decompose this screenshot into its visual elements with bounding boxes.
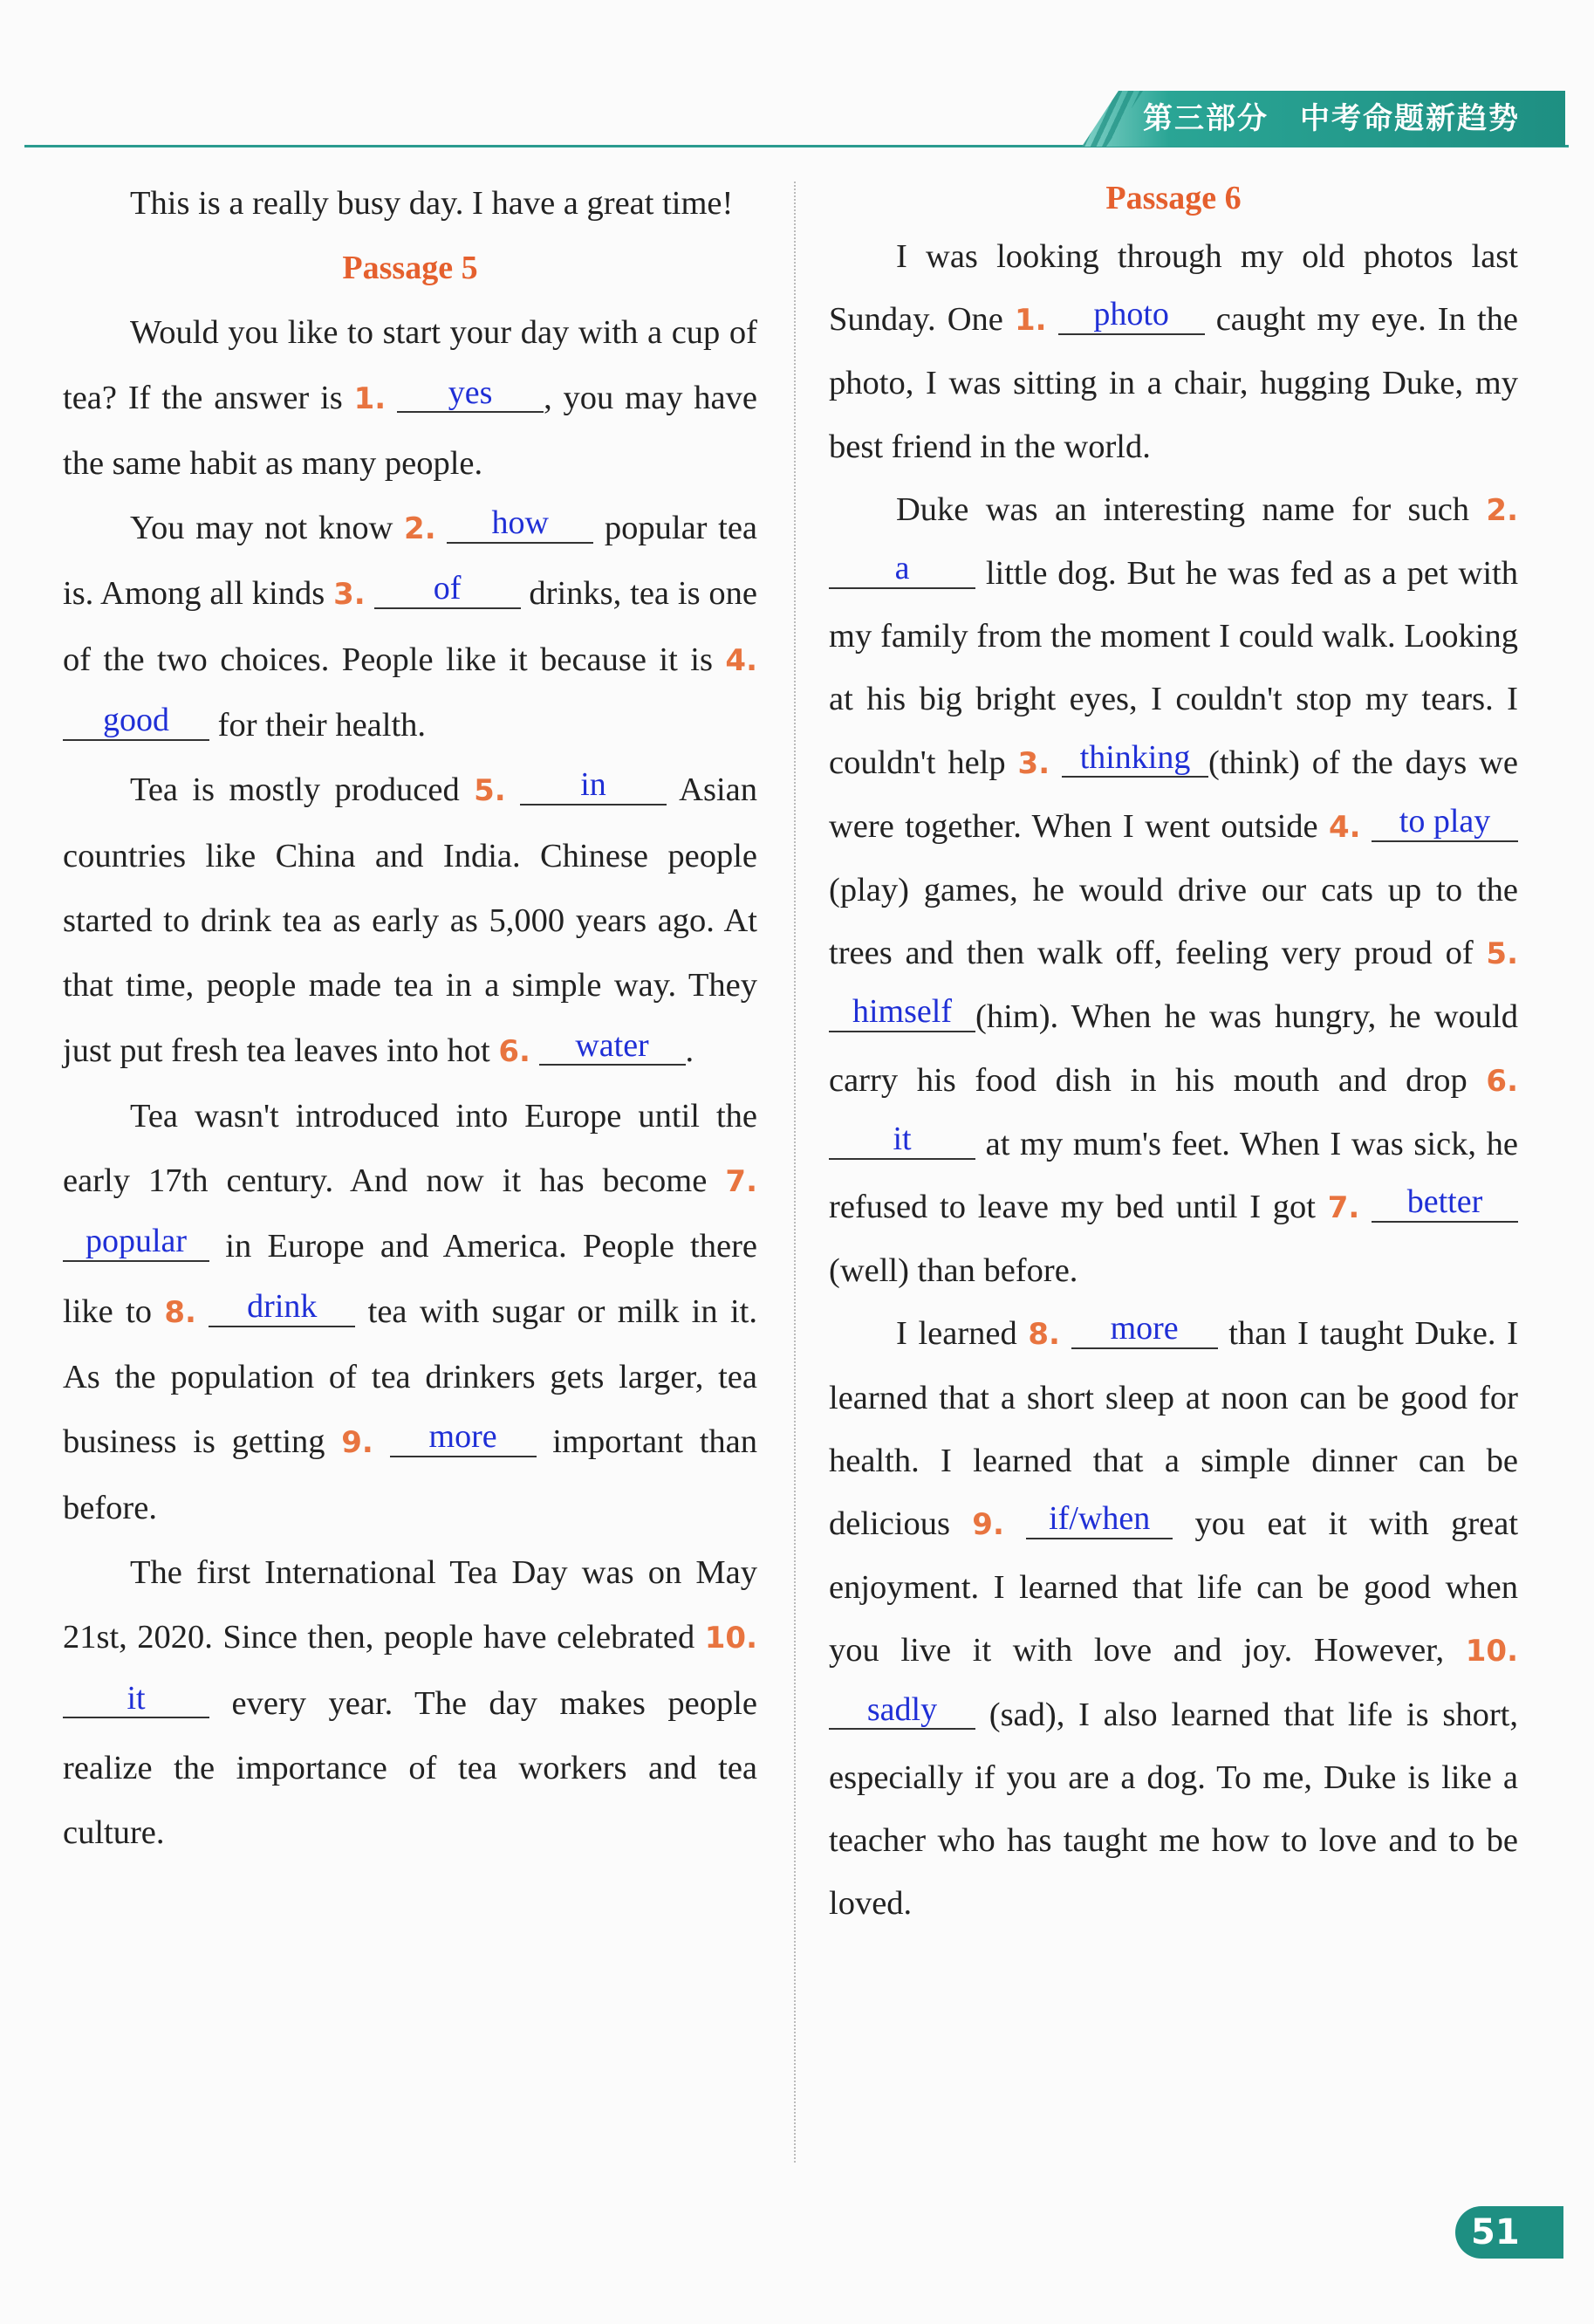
intro-text: This is a really busy day. I have a great time! <box>130 185 734 222</box>
blank-number: 7. <box>1327 1190 1360 1226</box>
blank-number: 2. <box>404 511 436 547</box>
text: you eat it with great enjoyment. I learned that life can be good when you live it with love and joy. However, <box>829 1505 1519 1669</box>
blank-number: 6. <box>498 1033 530 1069</box>
blank-number: 8. <box>1028 1317 1060 1353</box>
text: Asian countries like China and India. Chinese people started to drink tea as early as 5,000 years ago. At that time, people made tea in a simple way. They just put fresh tea leaves into hot <box>63 771 757 1069</box>
answer-blank-3: thinking <box>1062 740 1208 778</box>
text: I learned <box>896 1315 1029 1353</box>
text: than I taught Duke. I learned that a short sleep at noon can be good for health. I learned that a simple dinner can be delicious <box>829 1315 1518 1543</box>
answer-blank-8: more <box>1071 1311 1218 1349</box>
passage5-paragraph-1 <box>63 300 757 496</box>
section-header-title: 第三部分 中考命题新趋势 <box>1143 101 1520 136</box>
answer-blank-4: good <box>63 703 209 741</box>
text: (sad), I also learned that life is short, especially if you are a dog. To me, Duke is like a teacher who has taught me how to love and to be loved. <box>829 1696 1518 1923</box>
text: every year. The day makes people realize the importance of tea workers and tea culture. <box>63 1684 757 1852</box>
text: (well) than before. <box>829 1252 1078 1290</box>
text: You may not know <box>130 510 405 547</box>
text: (him). When he was hungry, he would carry his food dish in his mouth and drop <box>829 998 1518 1099</box>
answer-blank-1: photo <box>1058 297 1205 335</box>
answer-blank-6: water <box>539 1028 686 1066</box>
blank-number: 10. <box>1465 1634 1518 1669</box>
passage6-paragraph-1 <box>829 225 1518 478</box>
text: (play) games, he would drive our cats up to the trees and then walk off, feeling very proud of <box>829 872 1518 972</box>
text: drinks, tea is one of the two choices. People like it because it is <box>63 575 758 678</box>
text: caught my eye. In the photo, I was sitting in a chair, hugging Duke, my best friend in the world. <box>829 301 1518 465</box>
text: important than before. <box>63 1423 758 1526</box>
answer-blank-7: popular <box>63 1224 209 1262</box>
answer-blank-6: it <box>829 1121 975 1160</box>
text: Tea is mostly produced <box>130 771 475 809</box>
passage5-paragraph-4 <box>63 1084 757 1540</box>
text: , you may have the same habit as many people. <box>63 379 757 482</box>
text: Would you like to start your day with a cup of tea? If the answer is <box>63 314 757 416</box>
text: tea with sugar or milk in it. As the population of tea drinkers gets larger, tea business is getting <box>63 1292 757 1461</box>
blank-number: 8. <box>164 1294 196 1330</box>
answer-blank-10: sadly <box>829 1692 975 1731</box>
blank-number: 5. <box>1486 936 1518 972</box>
answer-blank-8: drink <box>209 1289 355 1327</box>
text: (think) of the days we were together. When I went outside <box>829 744 1519 845</box>
left-column <box>63 171 757 1865</box>
blank-number: 4. <box>1329 809 1361 845</box>
text: Tea wasn't introduced into Europe until the early 17th century. And now it has become <box>63 1097 757 1200</box>
column-divider <box>794 182 796 2163</box>
passage5-title: Passage 5 <box>342 250 478 287</box>
passage5-paragraph-5 <box>63 1540 757 1865</box>
blank-number: 5. <box>474 773 506 809</box>
answer-blank-5: in <box>520 767 667 806</box>
answer-blank-7: better <box>1372 1184 1518 1223</box>
blank-number: 3. <box>333 577 366 613</box>
blank-number: 9. <box>972 1507 1004 1543</box>
blank-number: 4. <box>725 642 757 678</box>
right-column <box>829 171 1518 1935</box>
answer-blank-4: to play <box>1372 804 1518 842</box>
blank-number: 1. <box>353 380 387 416</box>
answer-blank-1: yes <box>397 375 544 414</box>
text: in Europe and America. People there like to <box>63 1228 757 1330</box>
answer-blank-2: how <box>447 505 593 544</box>
text: little dog. But he was fed as a pet with my family from the moment I could walk. Looking at his big bright eyes, I couldn't stop my tears. I couldn't help <box>829 555 1518 781</box>
text: The first International Tea Day was on May 21st, 2020. Since then, people have celebrated <box>63 1553 757 1656</box>
passage6-paragraph-3 <box>829 1302 1518 1935</box>
answer-blank-5: himself <box>829 994 975 1032</box>
passage6-paragraph-2 <box>829 478 1518 1303</box>
answer-blank-9: if/when <box>1026 1501 1173 1539</box>
blank-number: 9. <box>341 1425 373 1461</box>
blank-number: 6. <box>1486 1063 1518 1099</box>
blank-number: 1. <box>1014 303 1047 339</box>
text: I was looking through my old photos last Sunday. One <box>829 238 1518 339</box>
blank-number: 2. <box>1486 492 1518 528</box>
answer-blank-2: a <box>829 551 975 589</box>
answer-blank-9: more <box>390 1419 537 1457</box>
text: popular tea is. Among all kinds <box>63 510 758 613</box>
blank-number: 10. <box>704 1621 757 1656</box>
passage5-paragraph-3 <box>63 758 757 1083</box>
answer-blank-3: of <box>374 571 521 609</box>
text: . <box>685 1032 694 1069</box>
text: for their health. <box>209 707 427 744</box>
passage6-title: Passage 6 <box>1105 180 1242 216</box>
blank-number: 3. <box>1017 745 1050 781</box>
text: at my mum's feet. When I was sick, he refused to leave my bed until I got <box>829 1125 1518 1226</box>
passage5-paragraph-2 <box>63 496 757 758</box>
page-number: 51 <box>1455 2206 1563 2259</box>
answer-blank-10: it <box>63 1681 209 1719</box>
blank-number: 7. <box>725 1164 757 1200</box>
text: Duke was an interesting name for such <box>896 490 1487 528</box>
